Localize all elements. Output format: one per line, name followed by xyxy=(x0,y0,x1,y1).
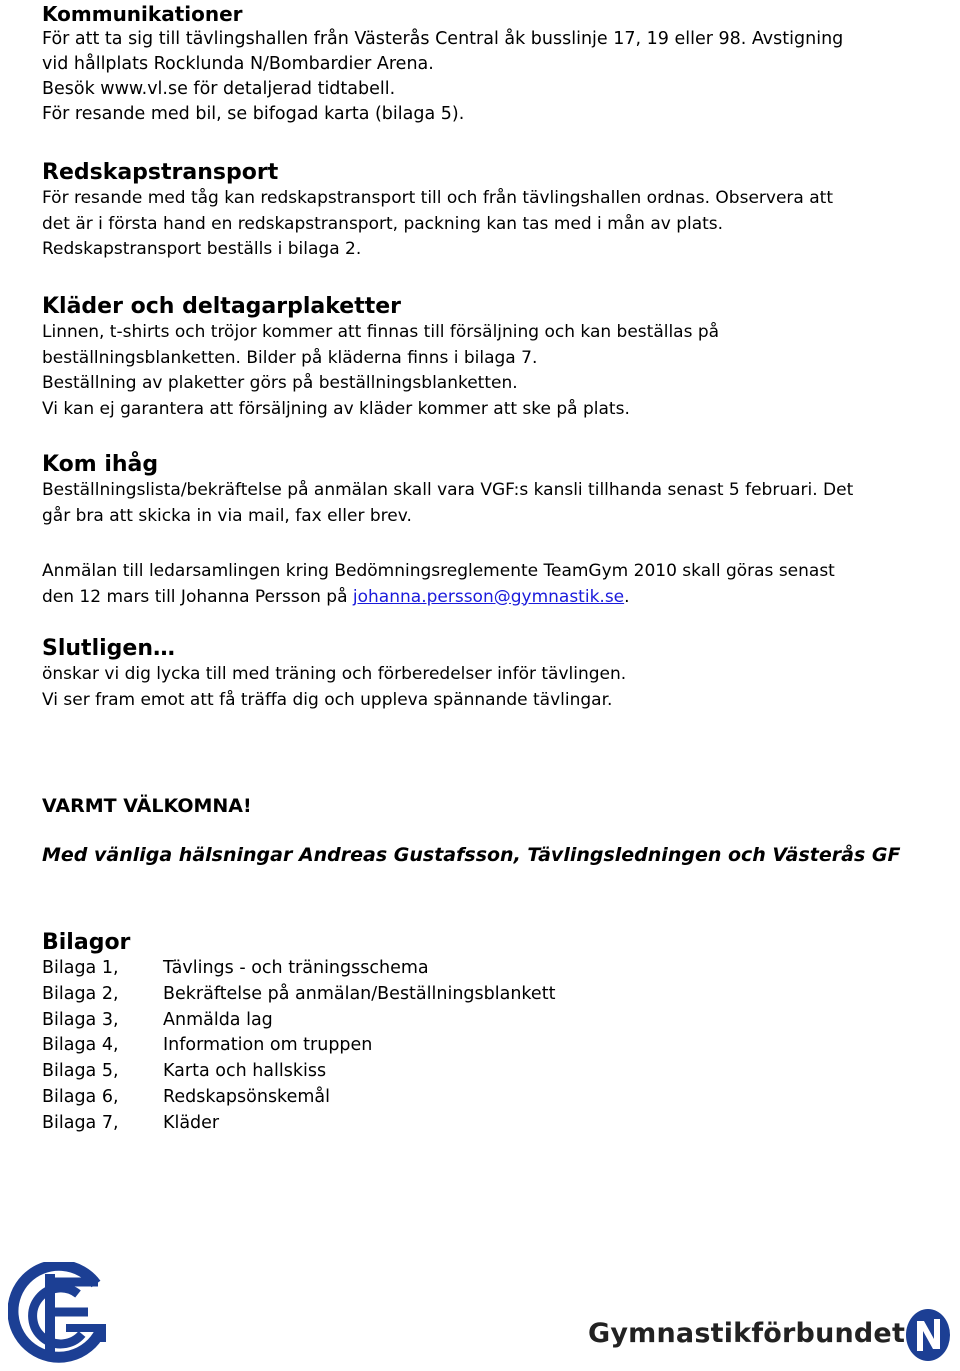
bilaga-title: Tävlings - och träningsschema xyxy=(163,958,429,978)
paragraph-line: För resande med tåg kan redskapstransport till och från tävlingshallen ordnas. Observera att xyxy=(42,188,833,208)
section-kom-ihag xyxy=(42,452,853,529)
heading-bilagor: Bilagor xyxy=(42,930,131,955)
vgf-logo-icon xyxy=(8,1262,108,1366)
paragraph-line: Linnen, t-shirts och tröjor kommer att finnas till försäljning och kan beställas på xyxy=(42,322,720,342)
paragraph-line: går bra att skicka in via mail, fax eller brev. xyxy=(42,505,412,526)
bilaga-number: Bilaga 6, xyxy=(42,1086,119,1107)
section-klader xyxy=(42,294,719,422)
heading-kommunikationer: Kommunikationer xyxy=(42,2,243,26)
bilaga-row xyxy=(42,956,555,982)
gymnastikforbundet-logo xyxy=(582,1303,954,1367)
gymnastikforbundet-n-icon xyxy=(904,1307,952,1363)
bilaga-row xyxy=(42,982,555,1008)
paragraph-line xyxy=(42,585,835,611)
section-kommunikationer xyxy=(42,1,843,127)
section-bilagor xyxy=(42,930,555,1137)
anmalan-prefix: den 12 mars till Johanna Persson på xyxy=(42,586,353,607)
vgf-logo-graphic xyxy=(8,1262,108,1366)
gymnastikforbundet-wordmark: Gymnastikförbundet xyxy=(588,1318,906,1349)
heading-slutligen: Slutligen… xyxy=(42,636,175,661)
section-slutligen xyxy=(42,636,626,713)
paragraph-line: önskar vi dig lycka till med träning och förberedelser inför tävlingen. xyxy=(42,664,627,684)
bilaga-row xyxy=(42,1008,555,1034)
bilaga-number: Bilaga 5, xyxy=(42,1061,119,1082)
bilaga-number: Bilaga 3, xyxy=(42,1009,119,1030)
paragraph-line: För att ta sig till tävlingshallen från Västerås Central åk busslinje 17, 19 eller 98. Avstigning xyxy=(42,29,844,49)
paragraph-line: Vi ser fram emot att få träffa dig och uppleva spännande tävlingar. xyxy=(42,689,613,710)
bilaga-title: Redskapsönskemål xyxy=(163,1086,330,1107)
bilaga-title: Bekräftelse på anmälan/Beställningsblankett xyxy=(163,983,556,1004)
welcome-text: VARMT VÄLKOMNA! xyxy=(42,795,252,817)
paragraph-line: beställningsblanketten. Bilder på kläderna finns i bilaga 7. xyxy=(42,347,538,368)
heading-redskapstransport: Redskapstransport xyxy=(42,160,279,185)
anmalan-suffix: . xyxy=(624,586,630,607)
bilaga-row xyxy=(42,1085,555,1111)
paragraph-line: Anmälan till ledarsamlingen kring Bedömningsreglemente TeamGym 2010 skall göras senast xyxy=(42,561,835,581)
regards-signature: Med vänliga hälsningar Andreas Gustafsson, Tävlingsledningen och Västerås GF xyxy=(42,844,901,866)
paragraph-line: det är i första hand en redskapstransport, packning kan tas med i mån av plats. xyxy=(42,213,724,234)
paragraph-line: Vi kan ej garantera att försäljning av kläder kommer att ske på plats. xyxy=(42,398,630,419)
paragraph-line: Besök www.vl.se för detaljerad tidtabell. xyxy=(42,79,396,99)
bilaga-title: Karta och hallskiss xyxy=(163,1061,327,1082)
heading-klader: Kläder och deltagarplaketter xyxy=(42,294,402,319)
bilaga-title: Anmälda lag xyxy=(163,1009,273,1030)
bilaga-row xyxy=(42,1033,555,1059)
bilaga-number: Bilaga 7, xyxy=(42,1112,119,1133)
bilaga-title: Information om truppen xyxy=(163,1035,373,1056)
paragraph-line: Redskapstransport beställs i bilaga 2. xyxy=(42,239,362,259)
bilagor-list xyxy=(42,956,555,1137)
section-redskapstransport xyxy=(42,160,833,263)
paragraph-line: För resande med bil, se bifogad karta (bilaga 5). xyxy=(42,104,465,124)
paragraph-line: vid hållplats Rocklunda N/Bombardier Arena. xyxy=(42,54,434,74)
email-link[interactable]: johanna.persson@gymnastik.se xyxy=(352,586,625,607)
paragraph-line: Beställning av plaketter görs på beställningsblanketten. xyxy=(42,373,518,393)
bilaga-row xyxy=(42,1111,555,1137)
section-anmalan xyxy=(42,559,835,610)
bilaga-number: Bilaga 2, xyxy=(42,983,119,1004)
bilaga-number: Bilaga 1, xyxy=(42,958,119,978)
paragraph-line: Beställningslista/bekräftelse på anmälan skall vara VGF:s kansli tillhanda senast 5 februari. Det xyxy=(42,480,854,500)
bilaga-number: Bilaga 4, xyxy=(42,1035,119,1056)
bilaga-row xyxy=(42,1059,555,1085)
bilaga-title: Kläder xyxy=(163,1112,220,1133)
heading-kom-ihag: Kom ihåg xyxy=(42,452,159,477)
